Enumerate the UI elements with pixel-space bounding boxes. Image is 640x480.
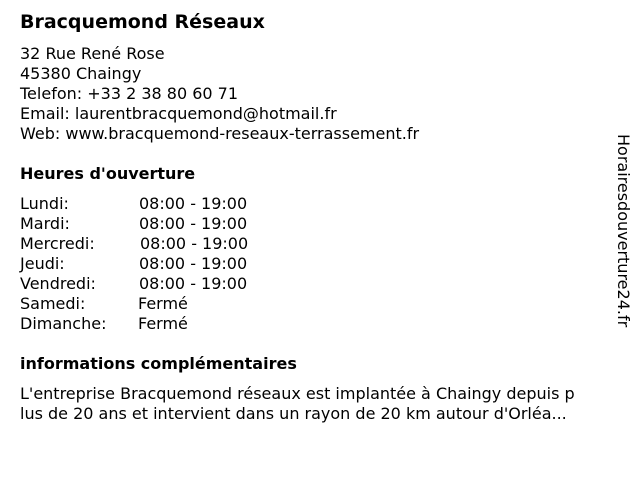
- day-hours: 08:00 - 19:00: [140, 234, 249, 253]
- day-label: Vendredi:: [20, 274, 96, 293]
- day-hours: 08:00 - 19:00: [139, 214, 248, 233]
- day-label: Mercredi:: [20, 234, 95, 253]
- watermark-text: Horairesdouverture24.fr: [614, 134, 633, 328]
- info-line: L'entreprise Bracquemond réseaux est implantée à Chaingy depuis p: [20, 384, 575, 403]
- web-line: Web: www.bracquemond-reseaux-terrassement.fr: [20, 124, 420, 143]
- day-label: Samedi:: [20, 294, 86, 313]
- day-label: Lundi:: [20, 194, 69, 213]
- day-label: Jeudi:: [20, 254, 65, 273]
- info-heading: informations complémentaires: [20, 354, 297, 373]
- day-label: Mardi:: [20, 214, 70, 233]
- hours-heading: Heures d'ouverture: [20, 164, 196, 183]
- city-postal: 45380 Chaingy: [20, 64, 142, 83]
- email-line: Email: laurentbracquemond@hotmail.fr: [20, 104, 337, 123]
- contact-block: [20, 44, 419, 144]
- day-hours: Fermé: [138, 314, 188, 333]
- day-hours: 08:00 - 19:00: [139, 194, 248, 213]
- info-description: [20, 384, 620, 424]
- business-name: Bracquemond Réseaux: [20, 11, 265, 33]
- day-label: Dimanche:: [20, 314, 107, 333]
- street-address: 32 Rue René Rose: [20, 44, 165, 63]
- day-hours: 08:00 - 19:00: [139, 254, 248, 273]
- day-hours: Fermé: [138, 294, 188, 313]
- phone-line: Telefon: +33 2 38 80 60 71: [20, 84, 239, 103]
- site-watermark: [612, 134, 634, 348]
- info-line: lus de 20 ans et intervient dans un rayon de 20 km autour d'Orléa...: [20, 404, 567, 423]
- day-hours: 08:00 - 19:00: [139, 274, 248, 293]
